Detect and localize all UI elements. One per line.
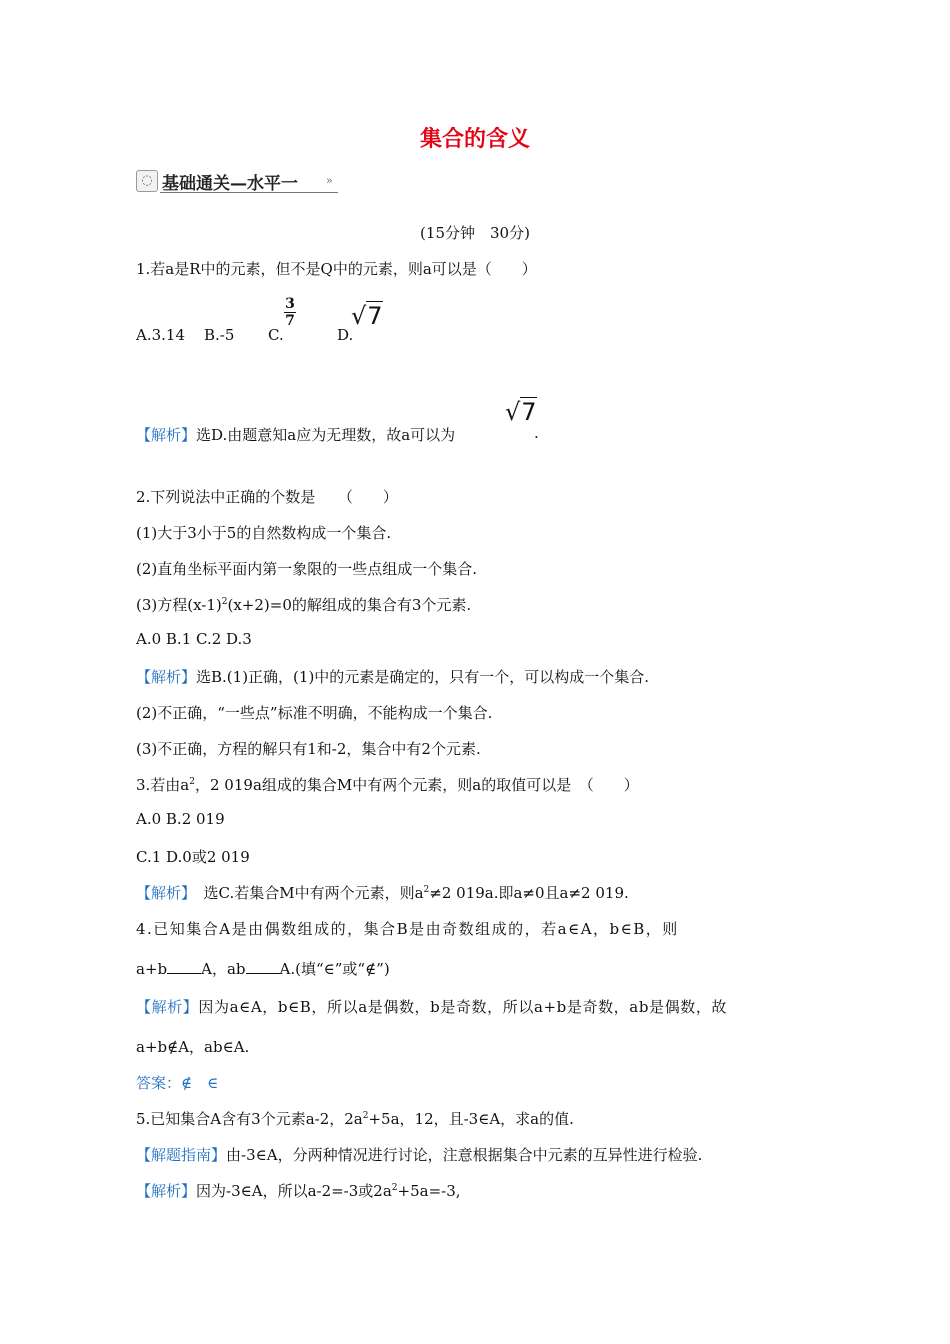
superscript: 2 bbox=[423, 885, 430, 895]
q1-option-d: D. bbox=[337, 326, 354, 344]
q4-analysis-2: a+b∉A，ab∈A. bbox=[136, 1038, 250, 1056]
sqrt-symbol: √ bbox=[351, 302, 367, 330]
analysis-tag: 【解析】 bbox=[136, 998, 199, 1016]
superscript: 2 bbox=[391, 1183, 398, 1193]
guide-text: 由-3∈A，分两种情况进行讨论，注意根据集合中元素的互异性进行检验. bbox=[226, 1146, 703, 1164]
double-chevron-icon: » bbox=[326, 174, 331, 187]
superscript: 2 bbox=[189, 777, 195, 787]
q2-statement-3 bbox=[136, 594, 471, 615]
analysis-text: 选B.(1)正确，(1)中的元素是确定的，只有一个，可以构成一个集合. bbox=[196, 668, 650, 686]
q1-option-b: B.-5 bbox=[204, 326, 235, 344]
q1-option-c: C. bbox=[268, 326, 284, 344]
analysis-tag: 【解析】 bbox=[136, 426, 197, 444]
guide-tag: 【解题指南】 bbox=[136, 1146, 227, 1164]
text-segment: 5.已知集合A含有3个元素a-2，2a bbox=[136, 1110, 363, 1128]
q2-stem: 2.下列说法中正确的个数是 （ ） bbox=[136, 488, 398, 506]
time-info: (15分钟 30分) bbox=[420, 224, 530, 242]
q3-options-2: C.1 D.0或2 019 bbox=[136, 848, 250, 866]
q4-answer: 答案：∉ ∈ bbox=[136, 1074, 219, 1092]
q2-statement-2: (2)直角坐标平面内第一象限的一些点组成一个集合. bbox=[136, 560, 478, 578]
q1-stem: 1.若a是R中的元素，但不是Q中的元素，则a可以是（ ） bbox=[136, 260, 537, 278]
text-segment: 3.若由a bbox=[136, 776, 190, 794]
q2-options: A.0 B.1 C.2 D.3 bbox=[136, 630, 252, 648]
q4-stem-2 bbox=[136, 958, 390, 979]
text-segment: 选C.若集合M中有两个元素，则a bbox=[188, 884, 424, 902]
section-label: 基础通关—水平一 bbox=[162, 174, 298, 194]
analysis-text: 因为a∈A，b∈B，所以a是偶数，b是奇数，所以a+b是奇数，ab是偶数，故 bbox=[198, 998, 728, 1016]
fraction-denominator: 7 bbox=[285, 313, 295, 329]
superscript: 2 bbox=[221, 597, 228, 607]
lightbulb-icon: ◌ bbox=[136, 170, 158, 192]
text-segment: ，2 019a组成的集合M中有两个元素，则a的取值可以是 （ ） bbox=[195, 776, 639, 794]
analysis-tag: 【解析】 bbox=[136, 884, 189, 902]
q2-statement-1: (1)大于3小于5的自然数构成一个集合. bbox=[136, 524, 392, 542]
sqrt-symbol: √ bbox=[505, 398, 521, 426]
text-segment: +5a，12，且-3∈A，求a的值. bbox=[368, 1110, 574, 1128]
q5-guide bbox=[136, 1144, 702, 1165]
page-title: 集合的含义 bbox=[419, 127, 530, 152]
answer-blank[interactable] bbox=[167, 972, 201, 974]
fraction-numerator: 3 bbox=[285, 296, 295, 312]
analysis-tag: 【解析】 bbox=[136, 1182, 197, 1200]
sqrt-seven-option bbox=[351, 302, 383, 330]
analysis-period: . bbox=[534, 424, 539, 442]
q5-stem bbox=[136, 1108, 574, 1129]
text-segment: a+b bbox=[136, 960, 168, 978]
analysis-tag: 【解析】 bbox=[136, 668, 197, 686]
text-segment: (x+2)=0的解组成的集合有3个元素. bbox=[227, 596, 472, 614]
q2-analysis-3: (3)不正确，方程的解只有1和-2，集合中有2个元素. bbox=[136, 740, 481, 758]
q3-options-1: A.0 B.2 019 bbox=[136, 810, 225, 828]
text-segment: A.(填“∈”或“∉”) bbox=[279, 960, 390, 978]
q3-stem bbox=[136, 774, 639, 795]
superscript: 2 bbox=[362, 1111, 369, 1121]
text-segment: A，ab bbox=[201, 960, 246, 978]
text-segment: 因为-3∈A，所以a-2=-3或2a bbox=[196, 1182, 392, 1200]
q4-analysis-1 bbox=[136, 996, 727, 1017]
sqrt-seven-analysis bbox=[505, 398, 537, 426]
q4-stem-1: 4.已知集合A是由偶数组成的，集合B是由奇数组成的，若a∈A，b∈B，则 bbox=[136, 920, 679, 938]
q5-analysis bbox=[136, 1180, 461, 1201]
text-segment: +5a=-3, bbox=[397, 1182, 461, 1200]
section-underline bbox=[160, 192, 338, 193]
sqrt-radicand: 7 bbox=[521, 398, 537, 426]
q3-analysis bbox=[136, 882, 629, 903]
text-segment: (3)方程(x-1) bbox=[136, 596, 222, 614]
q1-option-a: A.3.14 bbox=[136, 326, 185, 344]
q1-analysis bbox=[136, 424, 455, 445]
text-segment: ≠2 019a.即a≠0且a≠2 019. bbox=[429, 884, 629, 902]
answer-blank[interactable] bbox=[246, 972, 280, 974]
q2-analysis-2: (2)不正确，“一些点”标准不明确，不能构成一个集合. bbox=[136, 704, 493, 722]
section-header bbox=[136, 168, 356, 194]
fraction-three-sevenths bbox=[284, 296, 296, 329]
sqrt-radicand: 7 bbox=[367, 302, 383, 330]
analysis-text: 选D.由题意知a应为无理数，故a可以为 bbox=[196, 426, 456, 444]
q2-analysis-1 bbox=[136, 666, 649, 687]
